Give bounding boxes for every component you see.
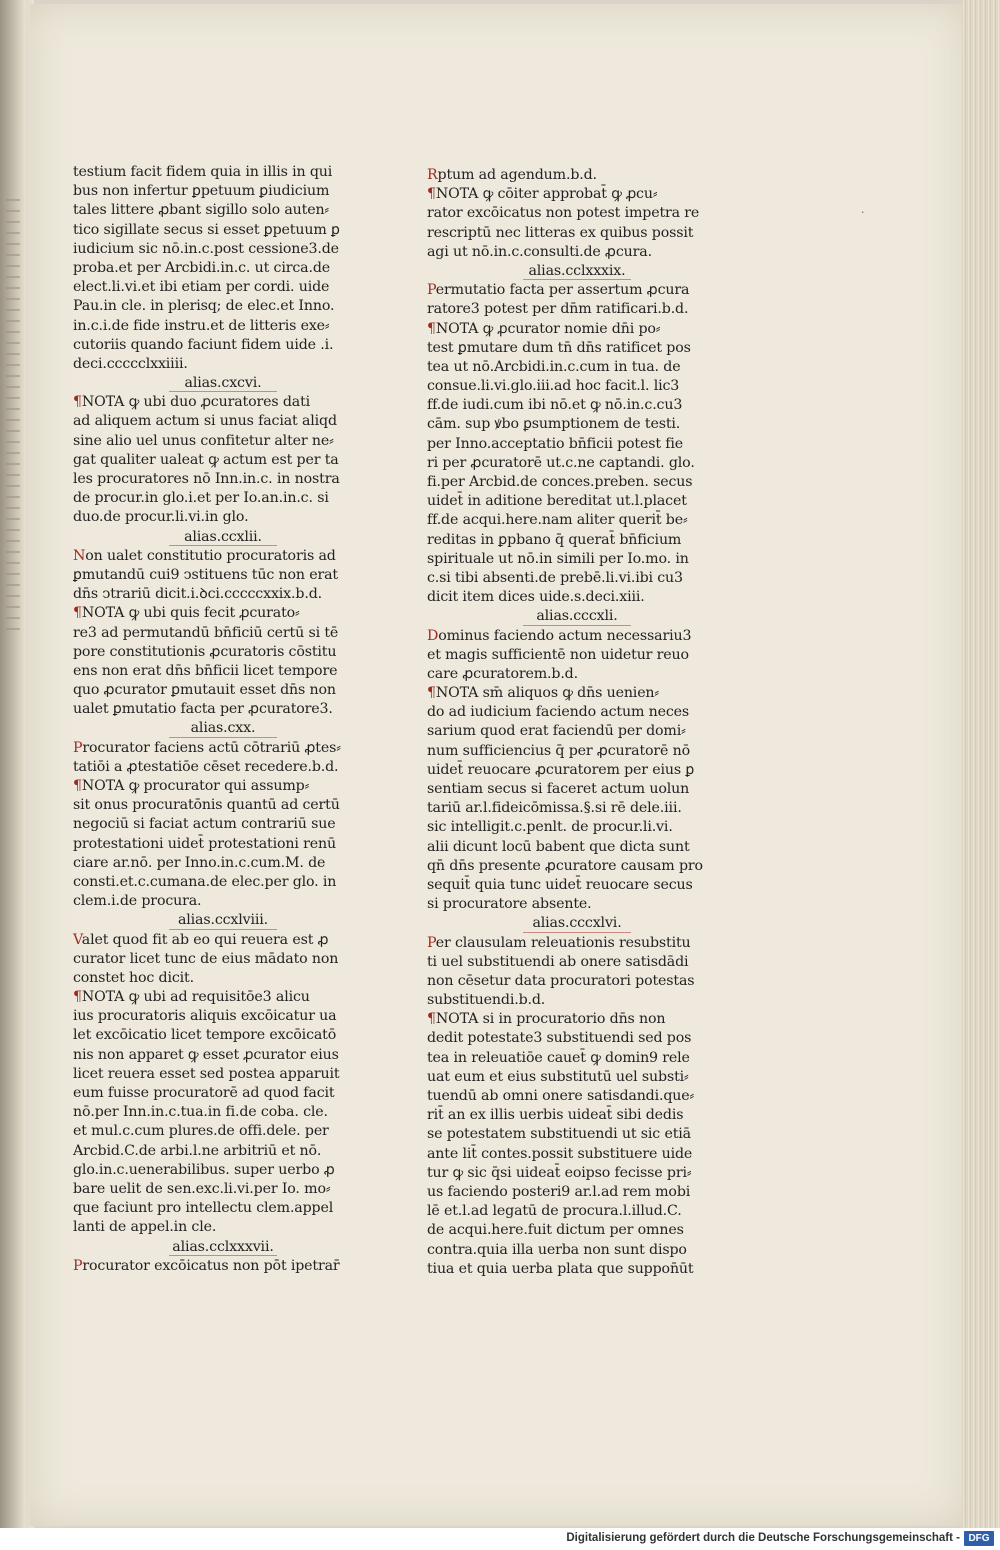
text-line: ¶NOTA ꝙ ꝓcurator nomie dn̄i po⸗	[427, 320, 661, 337]
section-reference: alias.cxx.	[73, 719, 373, 738]
text-line: de acqui.here.fuit dictum per omnes	[427, 1222, 684, 1239]
rubricated-initial: ¶	[427, 1011, 436, 1028]
text-line: si procuratore absente.	[427, 896, 592, 913]
text-line: ante lit̄ contes.possit substituere uide	[427, 1145, 693, 1162]
text-line: Procurator excōicatus non pōt ipetrar̄	[73, 1257, 340, 1274]
text-line: sarium quod erat faciendū per domi⸗	[427, 723, 686, 740]
text-line: consue.li.vi.glo.iii.ad hoc facit.l. lic3	[427, 378, 680, 395]
text-line: substituendi.b.d.	[427, 992, 546, 1009]
text-line: ens non erat dn̄s bn̄ficii licet tempore	[73, 662, 338, 679]
rubricated-initial: P	[427, 934, 436, 951]
text-line: clem.i.de procura.	[73, 893, 202, 910]
section-reference: alias.ccxlii.	[73, 528, 373, 547]
text-line: et magis sufficientē non uidetur reuo	[427, 646, 689, 663]
text-line: ¶NOTA si in procuratorio dn̄s non	[427, 1011, 666, 1028]
text-line: dedit potestate3 substituendi sed pos	[427, 1030, 692, 1047]
text-line: nō.per Inn.in.c.tua.in fi.de coba. cle.	[73, 1104, 328, 1121]
text-line: dicit item dices uide.s.deci.xiii.	[427, 589, 645, 606]
section-reference: alias.cccxlvi.	[427, 914, 727, 933]
text-line: constet hoc dicit.	[73, 969, 194, 986]
text-line: do ad iudicium faciendo actum neces	[427, 704, 690, 721]
text-line: elect.li.vi.et ibi etiam per cordi. uide	[73, 279, 330, 296]
text-line: num sufficiencius q̄ per ꝓcuratorē nō	[427, 742, 691, 759]
section-reference: alias.cclxxxvii.	[73, 1238, 373, 1257]
text-line: se potestatem substituendi ut sic etiā	[427, 1126, 691, 1143]
text-line: Permutatio facta per assertum ꝓcura	[427, 282, 690, 299]
text-line: protestationi uidet̄ protestationi renū	[73, 835, 336, 852]
text-line: agi ut nō.in.c.consulti.de ꝓcura.	[427, 243, 652, 260]
text-line: dn̄s ↄtrariū dicit.i.ꝺci.cccccxxix.b.d.	[73, 586, 322, 603]
text-line: re3 ad permutandū bn̄ficiū certū si tē	[73, 624, 339, 641]
rubricated-initial: ¶	[73, 605, 82, 622]
funding-credit: Digitalisierung gefördert durch die Deutsche Forschungsgemeinschaft -	[566, 1532, 960, 1544]
left-text-column	[73, 163, 373, 1276]
text-line: ius procuratoris aliquis excōicatur ua	[73, 1008, 337, 1025]
text-line: gat qualiter ualeat ꝙ actum est per ta	[73, 451, 339, 468]
text-line: Rptum ad agendum.b.d.	[427, 167, 597, 183]
text-line: sequit̄ quia tunc uidet̄ reuocare secus	[427, 876, 693, 893]
text-line: bare uelit de sen.exc.li.vi.per Io. mo⸗	[73, 1180, 331, 1197]
text-line: ¶NOTA ꝙ ubi duo ꝓcuratores dati	[73, 394, 311, 411]
text-line: nis non apparet ꝙ esset ꝓcurator eius	[73, 1046, 339, 1063]
text-line: ad aliquem actum si unus faciat aliqd	[73, 413, 337, 430]
text-line: Procurator faciens actū cōtrariū ꝓtes⸗	[73, 739, 341, 756]
text-line: les procuratores nō Inn.in.c. in nostra	[73, 471, 340, 487]
page-fore-edge	[962, 0, 1000, 1528]
text-line: rit̄ an ex illis uerbis uideat̄ sibi dedis	[427, 1107, 684, 1124]
text-line: que faciunt pro intellectu clem.appel	[73, 1200, 334, 1217]
text-line: tea ut nō.Arcbidi.in.c.cum in tua. de	[427, 358, 681, 375]
dfg-logo: DFG	[964, 1531, 994, 1546]
text-line: ¶NOTA ꝙ ubi quis fecit ꝓcurato⸗	[73, 605, 300, 622]
text-line: tiua et quia uerba plata que suppon̄ūt	[427, 1260, 694, 1277]
rubricated-initial: ¶	[427, 186, 436, 203]
text-line: deci.ccccclxxiiii.	[73, 355, 188, 372]
text-line: Dominus faciendo actum necessariu3	[427, 627, 692, 644]
text-line: quo ꝓcurator ꝑmutauit esset dn̄s non	[73, 682, 336, 699]
text-line: ¶NOTA ꝙ procurator qui assump⸗	[73, 778, 310, 794]
text-line: tales littere ꝓbant sigillo solo auten⸗	[73, 202, 330, 219]
text-line: tariū ar.l.fideicōmissa.§.si rē dele.iii.	[427, 800, 682, 817]
rubricated-initial: ¶	[427, 320, 436, 337]
text-line: eum fuisse procuratorē ad quod facit	[73, 1085, 335, 1101]
section-reference: alias.cclxxxix.	[427, 262, 727, 281]
text-line: test ꝑmutare dum tn̄ dn̄s ratificet pos	[427, 339, 691, 356]
text-line: consti.et.c.cumana.de elec.per glo. in	[73, 873, 337, 890]
text-line: Arcbid.C.de arbi.l.ne arbitriū et nō.	[73, 1142, 322, 1159]
text-line: let excōicatio licet tempore excōicatō	[73, 1027, 337, 1044]
text-line: de procur.in glo.i.et per Io.an.in.c. si	[73, 490, 329, 507]
text-line: ¶NOTA sm̄ aliquos ꝙ dn̄s uenien⸗	[427, 685, 659, 702]
text-line: fi.per Arcbid.de conces.preben. secus	[427, 474, 693, 490]
rubricated-initial: P	[73, 1257, 83, 1274]
section-reference: alias.cccxli.	[427, 607, 727, 626]
text-line: tatiōi a ꝓtestatiōe cēset recedere.b.d.	[73, 758, 339, 775]
right-text-column	[427, 166, 727, 1279]
text-line: reditas in ꝑpbano q̄ querat̄ bn̄ficium	[427, 531, 682, 548]
text-line: non cēsetur data procuratori potestas	[427, 972, 695, 989]
text-line: bus non infertur ꝑpetuum ꝑiudicium	[73, 183, 330, 200]
section-reference: alias.cxcvi.	[73, 374, 373, 393]
text-line: lanti de appel.in cle.	[73, 1219, 217, 1236]
rubricated-initial: ¶	[73, 989, 82, 1006]
text-line: duo.de procur.li.vi.in glo.	[73, 509, 249, 526]
text-line: ¶NOTA ꝙ ubi ad requisitōe3 alicu	[73, 989, 310, 1006]
text-line: Pau.in cle. in plerisq; de elec.et Inno.	[73, 298, 335, 315]
text-line: sentiam secus si faceret actum uolun	[427, 781, 690, 797]
rubricated-initial: N	[73, 547, 86, 564]
margin-mark: ·	[861, 206, 865, 219]
text-line: uidet̄ reuocare ꝓcuratorem per eius ꝑ	[427, 761, 695, 778]
rubricated-initial: P	[427, 282, 436, 299]
text-line: ¶NOTA ꝙ cōiter approbat̄ ꝙ ꝓcu⸗	[427, 186, 658, 203]
text-line: Valet quod fit ab eo qui reuera est ꝓ	[73, 931, 329, 948]
rubricated-initial: V	[73, 931, 82, 948]
text-line: contra.quia illa uerba non sunt dispo	[427, 1241, 687, 1258]
text-line: lē et.l.ad legatū de procura.l.illud.C.	[427, 1203, 682, 1220]
text-line: pore constitutionis ꝓcuratoris cōstitu	[73, 643, 337, 660]
rubricated-initial: ¶	[73, 778, 82, 794]
facing-page-text-fragments	[2, 190, 24, 1440]
text-line: cām. sup ꝟbo ꝑsumptionem de testi.	[427, 416, 681, 433]
text-line: ciare ar.nō. per Inno.in.c.cum.M. de	[73, 854, 326, 871]
text-line: care ꝓcuratorem.b.d.	[427, 665, 578, 682]
text-line: curator licet tunc de eius mādato non	[73, 950, 339, 967]
text-line: ꝑmutandū cui9 ↄstituens tūc non erat	[73, 566, 338, 583]
rubricated-initial: ¶	[427, 685, 436, 702]
text-line: tico sigillate secus si esset ꝑpetuum ꝑ	[73, 221, 340, 238]
text-line: ri per ꝓcuratorē ut.c.ne captandi. glo.	[427, 454, 695, 471]
text-line: ff.de acqui.here.nam aliter querit̄ be⸗	[427, 512, 688, 529]
text-line: proba.et per Arcbidi.in.c. ut circa.de	[73, 259, 331, 276]
text-line: glo.in.c.uenerabilibus. super uerbo ꝓ	[73, 1161, 335, 1178]
text-line: qn̄ dn̄s presente ꝓcuratore causam pro	[427, 857, 703, 874]
text-line: cutoriis quando faciunt fidem uide .i.	[73, 336, 334, 353]
text-line: per Inno.acceptatio bn̄ficii potest fie	[427, 435, 683, 452]
text-line: negociū si faciat actum contrariū sue	[73, 816, 336, 833]
text-line: in.c.i.de fide instru.et de litteris exe⸗	[73, 317, 330, 334]
text-line: rator excōicatus non potest impetra re	[427, 205, 700, 222]
text-line: spirituale ut nō.in simili per Io.mo. in	[427, 550, 689, 567]
text-line: sic intelligit.c.penlt. de procur.li.vi.	[427, 819, 673, 836]
text-line: c.si tibi absenti.de prebē.li.vi.ibi cu3	[427, 569, 683, 586]
rubricated-initial: R	[427, 167, 438, 183]
text-line: et mul.c.cum plures.de offi.dele. per	[73, 1123, 329, 1140]
text-line: ff.de iudi.cum ibi nō.et ꝙ nō.in.c.cu3	[427, 397, 683, 414]
text-line: testium facit fidem quia in illis in qui	[73, 164, 333, 180]
rubricated-initial: P	[73, 739, 83, 756]
digitization-footer	[0, 1528, 1000, 1550]
text-line: sit onus procuratōnis quantū ad certū	[73, 797, 340, 814]
text-line: uat eum et eius substitutū uel substi⸗	[427, 1068, 689, 1085]
text-line: Non ualet constitutio procuratoris ad	[73, 547, 336, 564]
text-line: alii dicunt locū babent que dicta sunt	[427, 838, 690, 855]
rubricated-initial: D	[427, 627, 439, 644]
text-line: ratore3 potest per dn̄m ratificari.b.d.	[427, 301, 689, 318]
text-line: rescriptū nec litteras ex quibus possit	[427, 224, 694, 241]
text-line: tur ꝙ sic q̄si uideat̄ eoipso fecisse pri⸗	[427, 1164, 692, 1181]
section-reference: alias.ccxlviii.	[73, 911, 373, 930]
text-line: ualet ꝑmutatio facta per ꝓcuratore3.	[73, 701, 333, 718]
text-line: iudicium sic nō.in.c.post cessione3.de	[73, 240, 339, 257]
text-line: uidet̄ in aditione bereditat ut.l.placet	[427, 493, 687, 510]
rubricated-initial: ¶	[73, 394, 82, 411]
text-line: Per clausulam releuationis resubstitu	[427, 934, 691, 951]
text-line: sine alio uel unus confitetur alter ne⸗	[73, 432, 334, 449]
text-line: tea in releuatiōe cauet̄ ꝙ domin9 rele	[427, 1049, 690, 1066]
text-line: licet reuera esset sed postea apparuit	[73, 1065, 340, 1082]
text-line: tuendū ab omni onere satisdandi.que⸗	[427, 1088, 695, 1104]
text-line: ti uel substituendi ab onere satisdādi	[427, 953, 689, 970]
text-line: us faciendo posteri9 ar.l.ad rem mobi	[427, 1183, 691, 1200]
